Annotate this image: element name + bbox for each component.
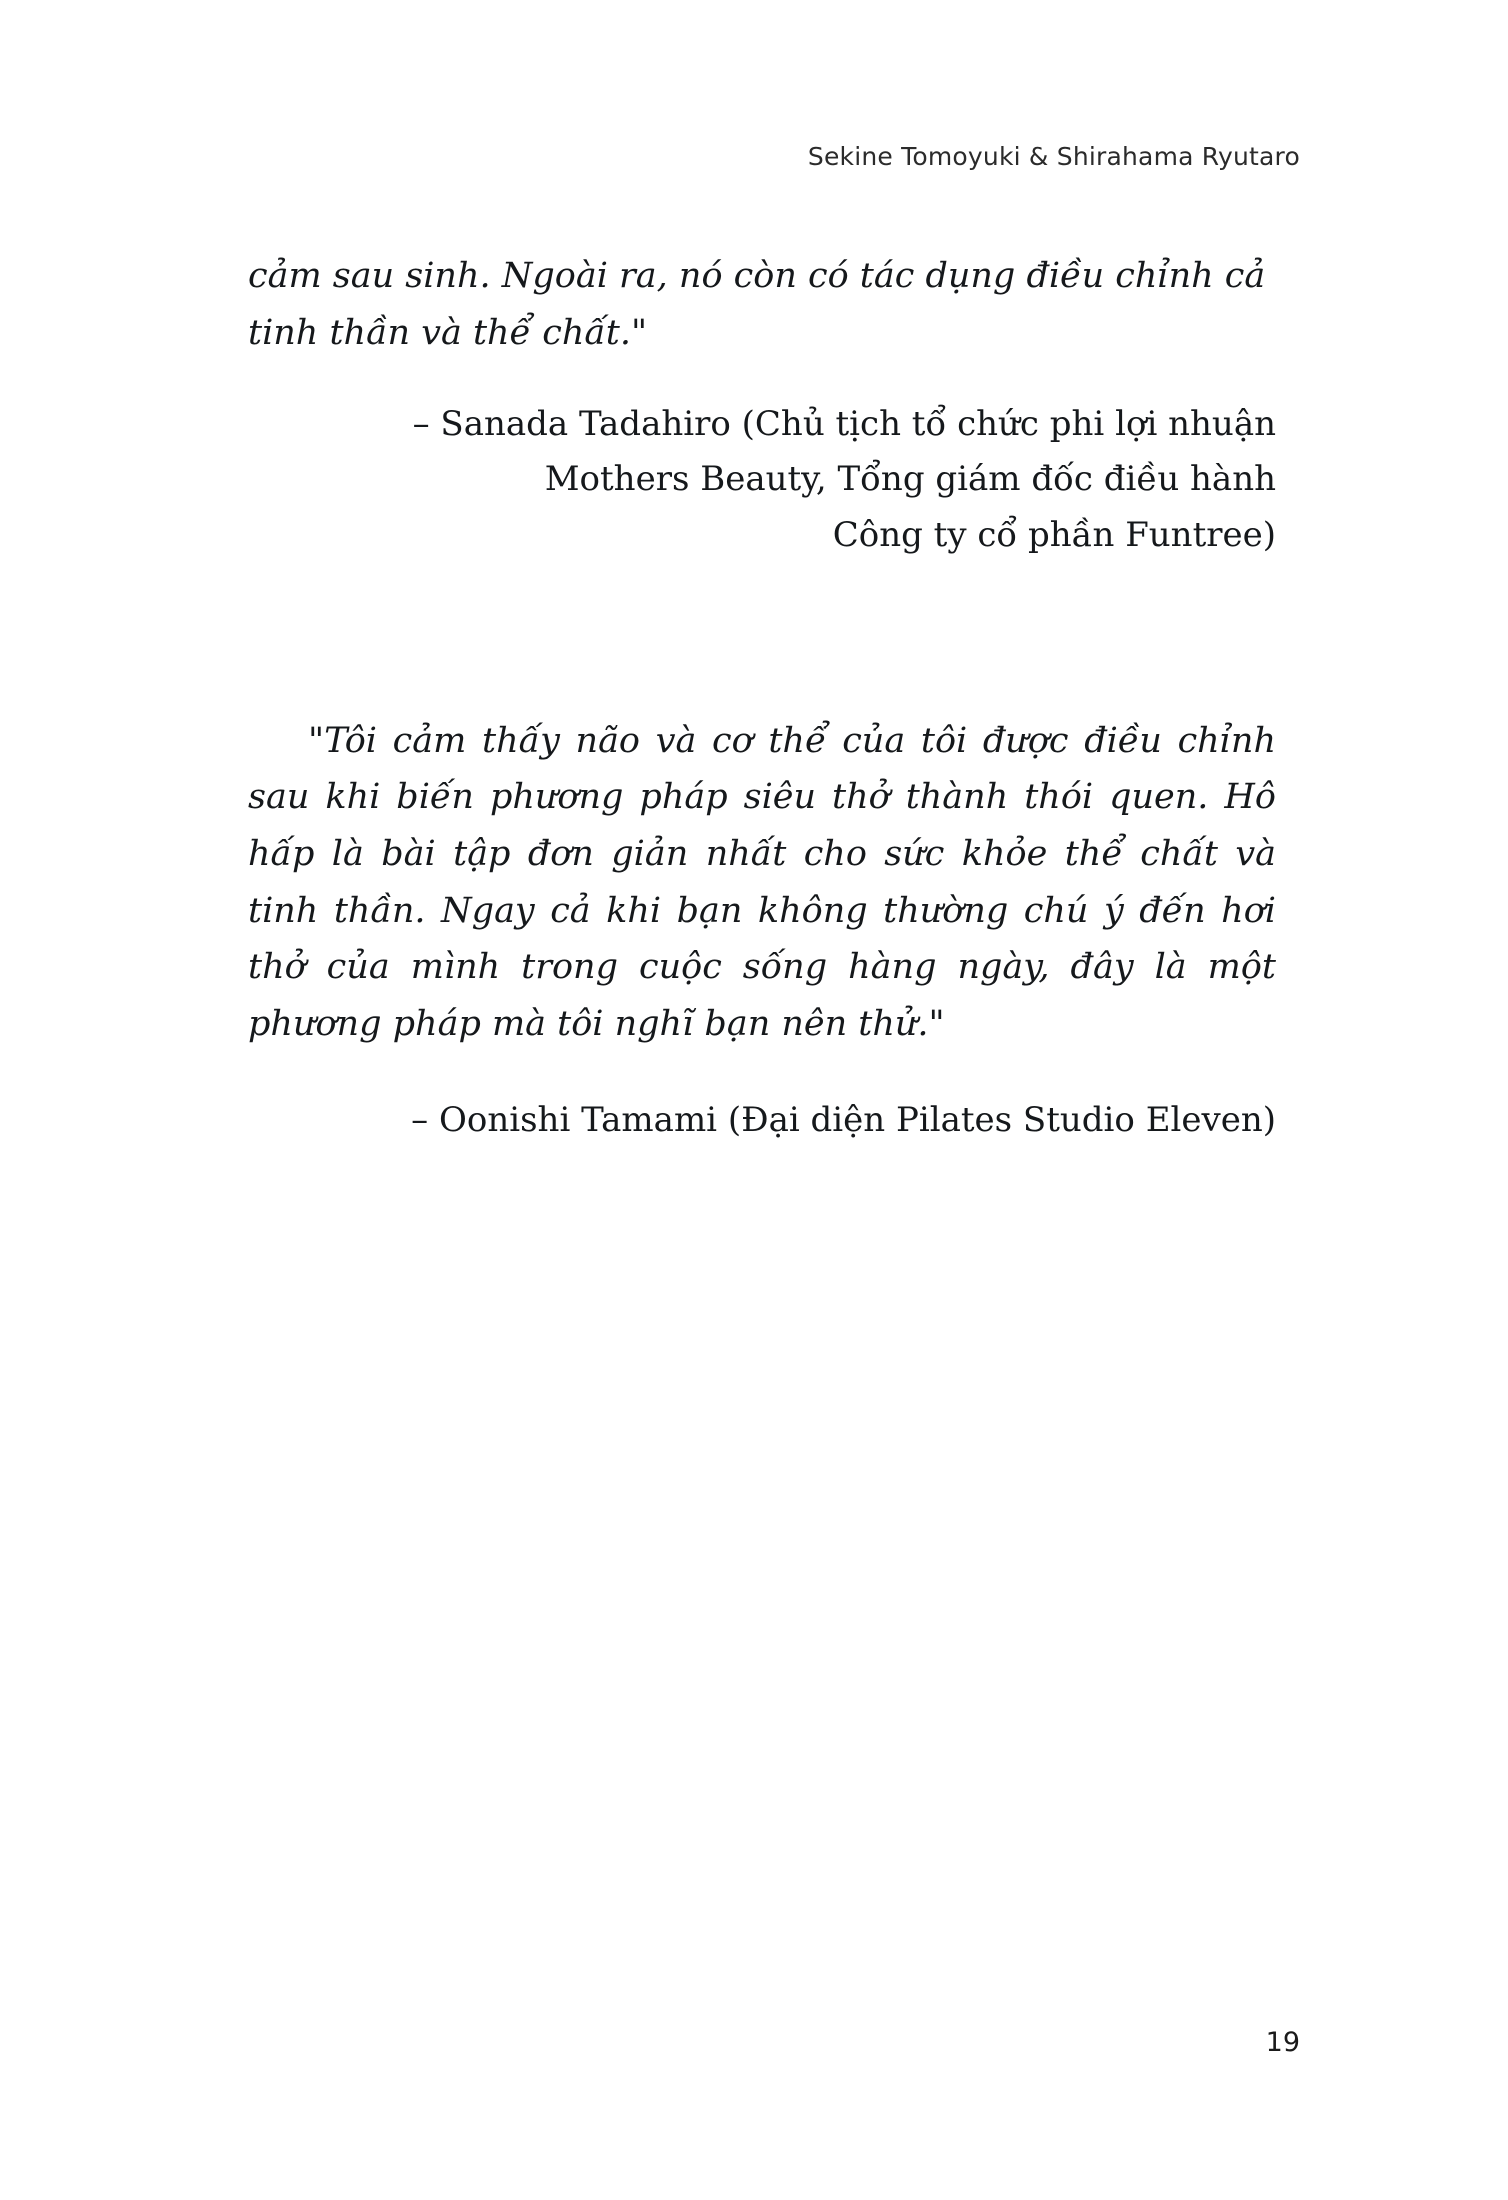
quote-attribution-2 — [248, 1093, 1276, 1148]
attribution-line: – Oonishi Tamami (Đại diện Pilates Studio Eleven) — [411, 1099, 1276, 1140]
quote-text-continued: cảm sau sinh. Ngoài ra, nó còn có tác dụng điều chỉnh cả tinh thần và thể chất." — [248, 256, 1266, 353]
page-number: 19 — [1265, 2027, 1300, 2058]
page-content — [248, 248, 1276, 1148]
attribution-line: Công ty cổ phần Funtree) — [832, 514, 1276, 555]
quote-attribution-1 — [248, 397, 1276, 562]
running-head: Sekine Tomoyuki & Shirahama Ryutaro — [807, 142, 1300, 171]
attribution-line: – Sanada Tadahiro (Chủ tịch tổ chức phi lợi nhuận — [412, 404, 1276, 445]
quote-text-second: "Tôi cảm thấy não và cơ thể của tôi được điều chỉnh sau khi biến phương pháp siêu thở thành thói quen. Hô hấp là bài tập đơn giản nhất cho sức khỏe thể chất và tinh thần. Ngay cả khi bạn không thường chú ý đến hơi thở của mình trong cuộc sống hàng ngày, đây là một phương pháp mà tôi nghĩ bạn nên thử." — [248, 720, 1276, 1045]
attribution-line: Mothers Beauty, Tổng giám đốc điều hành — [544, 459, 1276, 500]
section-spacer — [248, 563, 1276, 713]
